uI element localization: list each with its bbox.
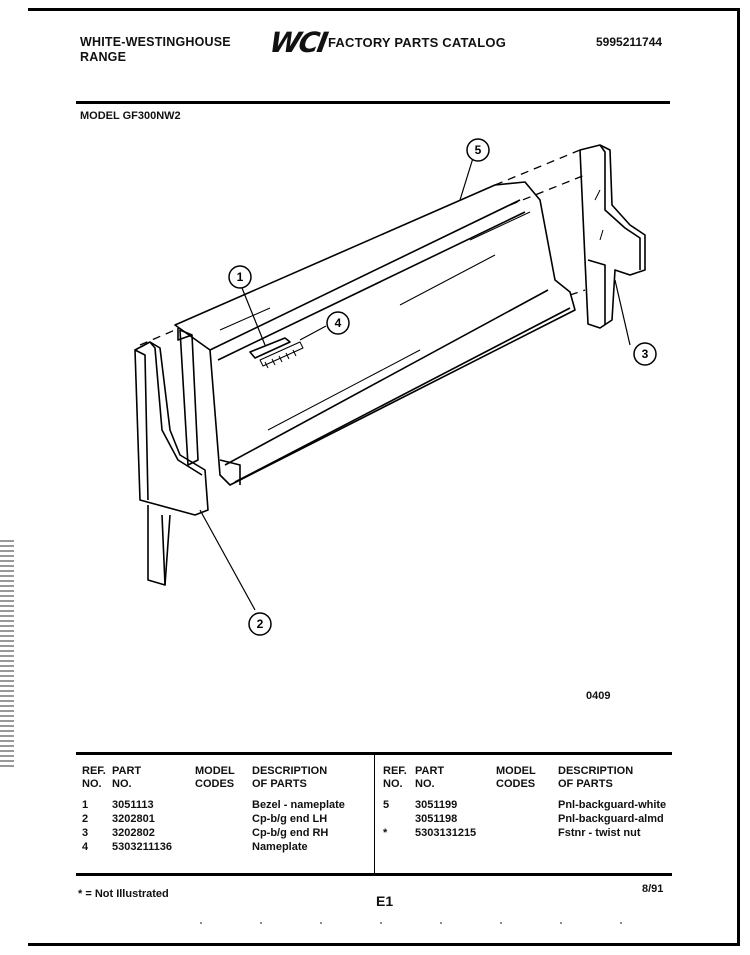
table-cell: 3 xyxy=(82,827,89,839)
table-cell: 2 xyxy=(82,813,89,825)
table-cell: Fstnr - twist nut xyxy=(558,827,641,839)
backguard-panel xyxy=(175,182,575,485)
callout-3: 3 xyxy=(641,347,649,361)
page-number: E1 xyxy=(376,893,394,909)
table-cell: 3051198 xyxy=(415,813,458,825)
nameplate-bezel xyxy=(250,338,303,368)
table-cell: Nameplate xyxy=(252,841,308,853)
right-desc-column: DESCRIPTION OF PARTS Pnl-backguard-white Pnl-backguard-almd Fstnr - twist nut xyxy=(558,755,670,841)
table-cell xyxy=(496,827,554,841)
scan-dots xyxy=(200,922,680,924)
table-cell: Cp-b/g end LH xyxy=(252,813,328,825)
table-cell: 5303211136 xyxy=(112,841,172,853)
table-cell xyxy=(195,841,253,855)
table-cell: 3051199 xyxy=(415,799,458,811)
right-ref-column: REF. NO. 5 * xyxy=(383,755,413,841)
right-model-column: MODEL CODES xyxy=(496,755,554,841)
table-cell xyxy=(195,813,253,827)
revision-date: 8/91 xyxy=(642,883,664,895)
brand-block xyxy=(80,35,231,65)
table-cell xyxy=(496,799,554,813)
table-cell xyxy=(383,813,413,827)
table-cell: Pnl-backguard-white xyxy=(558,799,667,811)
table-divider xyxy=(374,755,375,873)
model-label: MODEL GF300NW2 xyxy=(80,110,181,122)
table-cell xyxy=(195,799,253,813)
table-cell: 3202801 xyxy=(112,813,155,825)
diagram-code: 0409 xyxy=(586,690,611,702)
brand-name: WHITE-WESTINGHOUSE xyxy=(80,35,231,49)
table-cell: 3202802 xyxy=(112,827,155,839)
catalog-number: 5995211744 xyxy=(596,35,663,49)
catalog-title: FACTORY PARTS CATALOG xyxy=(328,35,507,50)
table-cell: 5 xyxy=(383,799,390,811)
parts-table xyxy=(76,752,672,876)
table-cell: Bezel - nameplate xyxy=(252,799,345,811)
left-part-column: PART NO. 3051113 3202801 3202802 5303211136 xyxy=(112,755,192,855)
table-cell: 1 xyxy=(82,799,89,811)
callout-1: 1 xyxy=(236,270,244,284)
exploded-diagram xyxy=(100,130,680,670)
table-cell: Cp-b/g end RH xyxy=(252,827,329,839)
left-model-column: MODEL CODES xyxy=(195,755,253,855)
table-cell: * xyxy=(383,827,388,839)
end-cap-lh xyxy=(135,342,208,585)
table-cell: Pnl-backguard-almd xyxy=(558,813,664,825)
header-rule xyxy=(76,101,670,104)
wci-logo: WCI xyxy=(267,26,329,59)
table-cell xyxy=(496,813,554,827)
callout-5: 5 xyxy=(474,143,482,157)
table-cell: 3051113 xyxy=(112,799,154,811)
callout-4: 4 xyxy=(334,316,342,330)
end-cap-rh xyxy=(580,145,645,328)
right-part-column: PART NO. 3051199 3051198 5303131215 xyxy=(415,755,495,841)
left-desc-column: DESCRIPTION OF PARTS Bezel - nameplate Cp-b/g end LH Cp-b/g end RH Nameplate xyxy=(252,755,370,855)
product-type: RANGE xyxy=(80,50,127,64)
table-cell xyxy=(195,827,253,841)
table-cell: 5303131215 xyxy=(415,827,477,839)
left-ref-column: REF. NO. 1 2 3 4 xyxy=(82,755,122,855)
not-illustrated-note: * = Not Illustrated xyxy=(78,888,169,900)
table-cell: 4 xyxy=(82,841,89,853)
scan-edge-noise xyxy=(0,540,14,770)
callout-2: 2 xyxy=(256,617,264,631)
